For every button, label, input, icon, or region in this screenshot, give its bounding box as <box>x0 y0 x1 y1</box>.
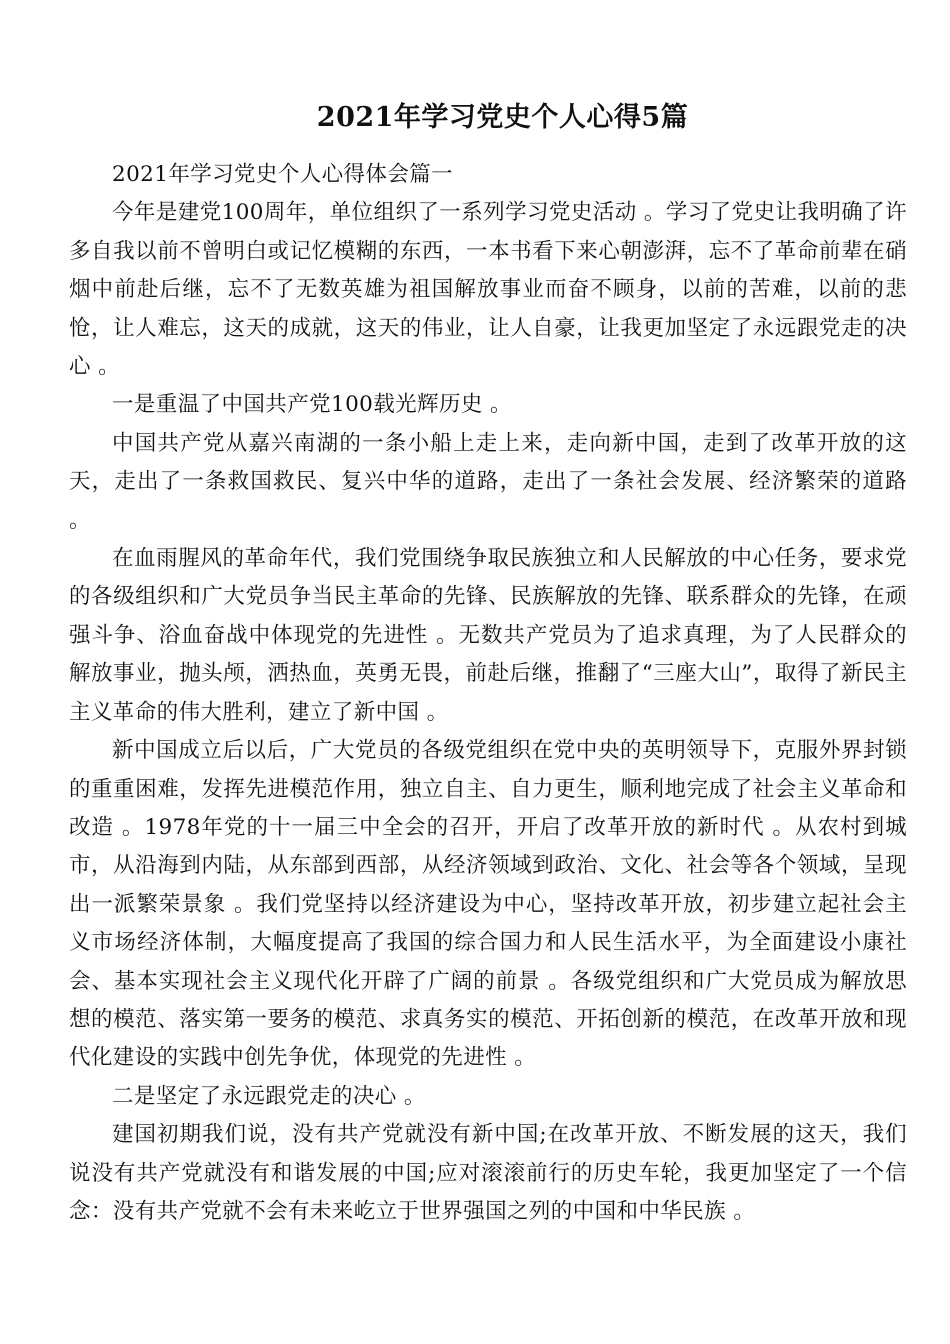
section-heading: 2021年学习党史个人心得体会篇一 <box>112 162 454 187</box>
body-paragraph: 建国初期我们说，没有共产党就没有新中国;在改革开放、不断发展的这天，我们说没有共产党就没有和谐发展的中国;应对滚滚前行的历史车轮，我更加坚定了一个信念：没有共产党就不会有未来屹立于世界强国之列的中国和中华民族 。 <box>69 1122 907 1224</box>
body-paragraph: 在血雨腥风的革命年代，我们党围绕争取民族独立和人民解放的中心任务，要求党的各级组织和广大党员争当民主革命的先锋、民族解放的先锋、联系群众的先锋，在顽强斗争、浴血奋战中体现党的先进性 。无数共产党员为了追求真理，为了人民群众的解放事业，抛头颅，洒热血，英勇无畏，前赴后继，推翻了“三座大山”，取得了新民主主义革命的伟大胜利，建立了新中国 。 <box>69 546 907 725</box>
point-heading: 二是坚定了永远跟党走的决心 。 <box>112 1083 426 1109</box>
document-body <box>69 156 907 1231</box>
document-title: 2021年学习党史个人心得5篇 <box>316 102 689 133</box>
body-paragraph: 中国共产党从嘉兴南湖的一条小船上走上来，走向新中国，走到了改革开放的这天，走出了一条救国救民、复兴中华的道路，走出了一条社会发展、经济繁荣的道路 。 <box>69 430 907 533</box>
body-paragraph: 新中国成立后以后，广大党员的各级党组织在党中央的英明领导下，克服外界封锁的重重困难，发挥先进模范作用，独立自主、自力更生，顺利地完成了社会主义革命和改造 。1978年党的十一届三中全会的召开，开启了改革开放的新时代 。从农村到城市，从沿海到内陆，从东部到西部，从经济领域到政治、文化、社会等各个领域，呈现出一派繁荣景象 。我们党坚持以经济建设为中心，坚持改革开放，初步建立起社会主义市场经济体制，大幅度提高了我国的综合国力和人民生活水平，为全面建设小康社会、基本实现社会主义现代化开辟了广阔的前景 。各级党组织和广大党员成为解放思想的模范、落实第一要务的模范、求真务实的模范、开拓创新的模范，在改革开放和现代化建设的实践中创先争优，体现党的先进性 。 <box>69 738 907 1071</box>
body-paragraph: 今年是建党100周年，单位组织了一系列学习党史活动 。学习了党史让我明确了许多自我以前不曾明白或记忆模糊的东西，一本书看下来心朝澎湃，忘不了革命前辈在硝烟中前赴后继，忘不了无数英雄为祖国解放事业而奋不顾身，以前的苦难，以前的悲怆，让人难忘，这天的成就，这天的伟业，让人自豪，让我更加坚定了永远跟党走的决心 。 <box>69 200 907 380</box>
point-heading: 一是重温了中国共产党100载光辉历史 。 <box>112 392 512 418</box>
